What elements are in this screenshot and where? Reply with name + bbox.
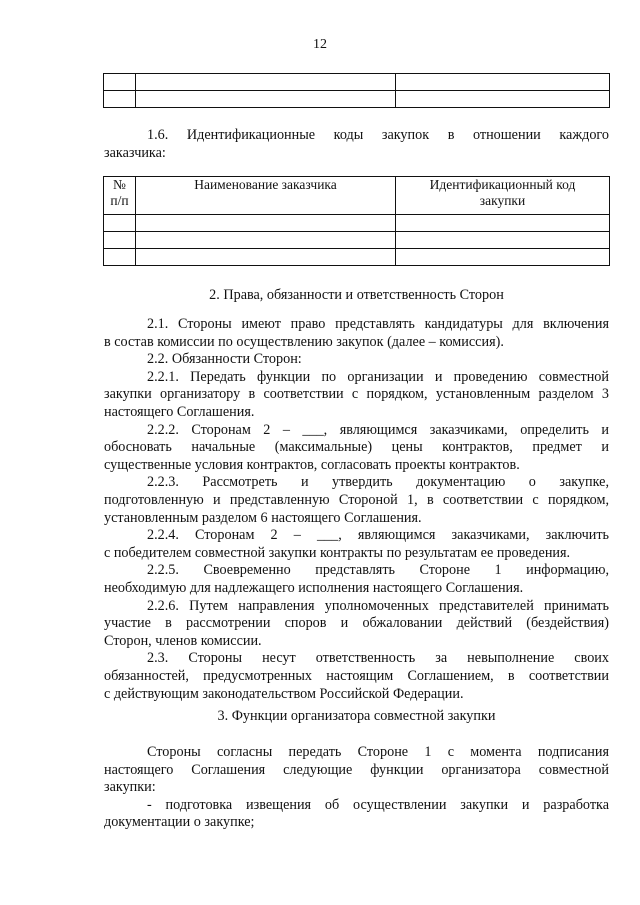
paragraph bbox=[104, 422, 609, 475]
page-number: 12 bbox=[313, 37, 327, 52]
text-line: 2.3. Стороны несут ответственность за невыполнение своих bbox=[147, 650, 609, 667]
text-line: установленным разделом 6 настоящего Соглашения. bbox=[104, 509, 422, 526]
codes-table bbox=[103, 176, 610, 266]
paragraph bbox=[104, 744, 609, 797]
text-line: подготовленную и представленную Стороной 1, в соответствии с порядком, bbox=[104, 491, 609, 508]
text-line: участие в рассмотрении споров и обжаловании действий (бездействия) bbox=[104, 615, 609, 632]
text-line: настоящего Соглашения следующие функции организатора совместной bbox=[104, 761, 609, 778]
table-row bbox=[104, 215, 610, 232]
table-cell bbox=[136, 74, 396, 91]
table-cell bbox=[136, 232, 396, 249]
paragraph bbox=[104, 598, 609, 651]
paragraph bbox=[104, 316, 609, 351]
text-line: с победителем совместной закупки контракты по результатам ее проведения. bbox=[104, 544, 571, 561]
text-line: с действующим законодательством Российской Федерации. bbox=[104, 685, 464, 702]
text-line: Стороны согласны передать Стороне 1 с момента подписания bbox=[147, 744, 609, 760]
header-text: № bbox=[113, 177, 126, 192]
header-text: Идентификационный код bbox=[429, 177, 576, 192]
text-line: обосновать начальные (максимальные) цены контрактов, предмет и bbox=[104, 439, 609, 456]
table-cell bbox=[396, 74, 610, 91]
table-cell bbox=[104, 232, 136, 249]
text-line: существенные условия контрактов, согласовать проекты контрактов. bbox=[104, 456, 520, 473]
table-row bbox=[104, 91, 610, 108]
text-line: 2.2.5. Своевременно представлять Стороне 1 информацию, bbox=[147, 562, 609, 579]
paragraph bbox=[104, 562, 609, 597]
header-id-code bbox=[396, 177, 610, 215]
table-cell bbox=[396, 215, 610, 232]
text-line: 2.2.2. Сторонам 2 – ___, являющимся заказчиками, определить и bbox=[147, 421, 609, 438]
table-cell bbox=[396, 232, 610, 249]
text-line: обязанностей, предусмотренных настоящим Соглашением, в соответствии bbox=[104, 667, 609, 684]
table-row bbox=[104, 249, 610, 266]
table-row bbox=[104, 232, 610, 249]
section-1-6-text bbox=[104, 127, 609, 162]
text-line: настоящего Соглашения. bbox=[104, 403, 255, 420]
table-row bbox=[104, 74, 610, 91]
table-cell bbox=[136, 91, 396, 108]
text-line: закупки организатору в соответствии с порядком, установленным разделом 3 bbox=[104, 386, 609, 403]
text-line: 2.2.4. Сторонам 2 – ___, являющимся заказчиками, заключить bbox=[147, 527, 609, 544]
text-line: 2.2.3. Рассмотреть и утвердить документацию о закупке, bbox=[147, 474, 609, 491]
top-table bbox=[103, 73, 610, 108]
text-line: заказчика: bbox=[104, 144, 166, 161]
text-line: документации о закупке; bbox=[104, 814, 255, 831]
paragraph bbox=[104, 474, 609, 527]
text-line: - подготовка извещения об осуществлении закупки и разработка bbox=[147, 796, 609, 813]
paragraph bbox=[104, 369, 609, 422]
table-cell bbox=[104, 215, 136, 232]
text-line: 2.1. Стороны имеют право представлять кандидатуры для включения bbox=[147, 316, 609, 332]
table-cell bbox=[104, 91, 136, 108]
header-text: п/п bbox=[110, 193, 129, 208]
text-line: в состав комиссии по осуществлению закупок (далее – комиссия). bbox=[104, 333, 504, 350]
table-cell bbox=[136, 249, 396, 266]
table-cell bbox=[396, 91, 610, 108]
section-3-heading: 3. Функции организатора совместной закупки bbox=[217, 708, 496, 724]
table-cell bbox=[104, 249, 136, 266]
header-customer-name: Наименование заказчика bbox=[136, 177, 396, 215]
text-line: закупки: bbox=[104, 779, 156, 796]
text-line: 1.6. Идентификационные коды закупок в отношении каждого bbox=[147, 127, 609, 143]
header-text: закупки bbox=[479, 193, 526, 208]
text-line: 2.2.1. Передать функции по организации и проведению совместной bbox=[147, 368, 609, 385]
paragraph bbox=[104, 351, 609, 369]
table-cell bbox=[396, 249, 610, 266]
table-header-row bbox=[104, 177, 610, 215]
paragraph bbox=[104, 650, 609, 703]
table-cell bbox=[136, 215, 396, 232]
text-line: необходимую для надлежащего исполнения настоящего Соглашения. bbox=[104, 579, 524, 596]
text-line: Сторон, членов комиссии. bbox=[104, 632, 262, 649]
text-line: 2.2.6. Путем направления уполномоченных представителей принимать bbox=[147, 597, 609, 614]
section-2-heading: 2. Права, обязанности и ответственность Сторон bbox=[209, 287, 504, 303]
table-cell bbox=[104, 74, 136, 91]
paragraph bbox=[104, 797, 609, 832]
text-line: 2.2. Обязанности Сторон: bbox=[147, 351, 302, 368]
paragraph bbox=[104, 527, 609, 562]
header-number bbox=[104, 177, 136, 215]
